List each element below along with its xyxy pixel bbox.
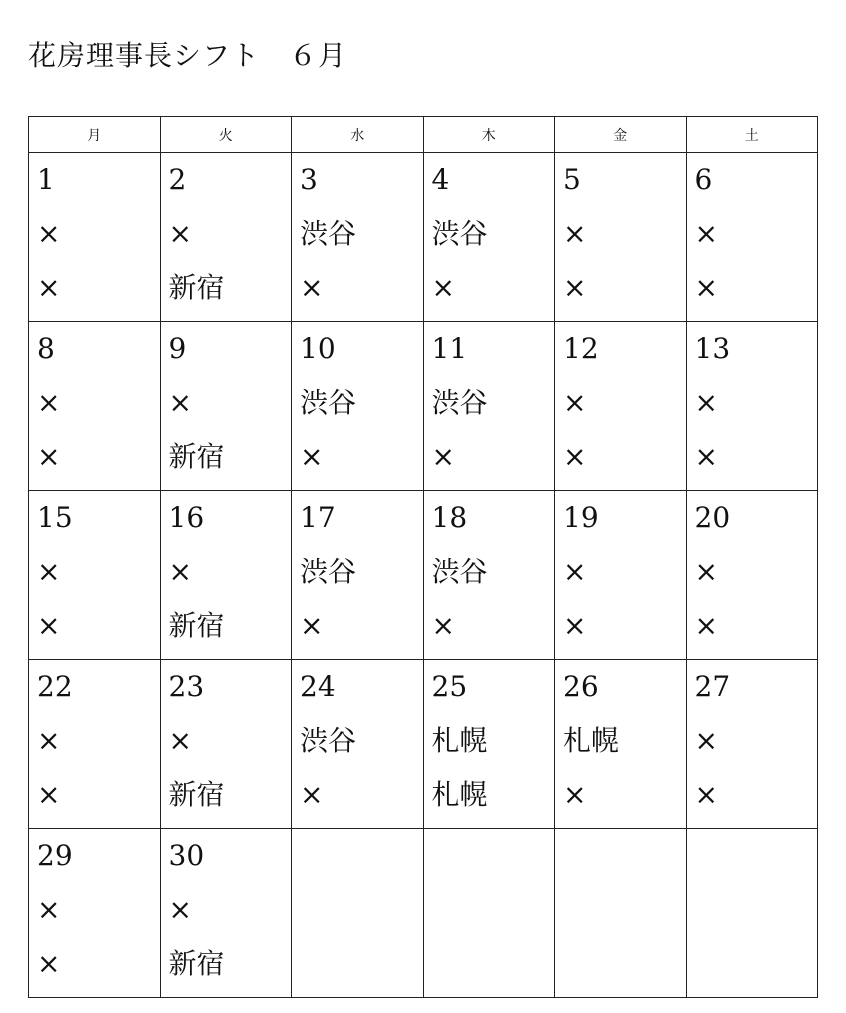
day-number: 6 — [694, 163, 713, 196]
shift-slot-2 — [300, 943, 423, 997]
day-cell — [423, 491, 555, 660]
weekday-header-thu: 木 — [423, 117, 555, 153]
shift-slot-2: 新宿 — [168, 778, 225, 811]
shift-slot-2: × — [431, 271, 455, 304]
day-number: 27 — [694, 670, 731, 703]
day-cell — [555, 491, 687, 660]
weekday-header-sat: 土 — [686, 117, 818, 153]
day-number: 9 — [168, 332, 187, 365]
shift-slot-2: × — [563, 271, 587, 304]
shift-slot-1: × — [694, 724, 718, 757]
weekday-header-fri: 金 — [555, 117, 687, 153]
weekday-header-mon: 月 — [29, 117, 161, 153]
day-cell — [29, 829, 161, 998]
shift-slot-1: × — [168, 386, 192, 419]
shift-slot-2: × — [37, 778, 61, 811]
shift-slot-2: × — [563, 609, 587, 642]
day-number — [695, 835, 818, 889]
day-number: 12 — [563, 332, 599, 365]
shift-slot-1: 渋谷 — [431, 217, 488, 250]
weekday-header-tue: 火 — [160, 117, 292, 153]
day-cell — [160, 829, 292, 998]
empty-day-cell — [292, 829, 424, 998]
day-cell — [423, 322, 555, 491]
day-number: 26 — [563, 670, 599, 703]
shift-slot-2: 新宿 — [168, 271, 225, 304]
weekday-header-wed: 水 — [292, 117, 424, 153]
day-cell — [29, 491, 161, 660]
shift-slot-1: × — [37, 724, 61, 757]
shift-slot-2 — [563, 943, 686, 997]
week-row — [29, 660, 818, 829]
shift-slot-1: × — [168, 217, 192, 250]
shift-slot-2: × — [300, 440, 324, 473]
shift-slot-2: × — [694, 440, 718, 473]
day-cell — [160, 660, 292, 829]
day-number: 13 — [694, 332, 731, 365]
day-number: 1 — [37, 163, 55, 196]
week-row — [29, 829, 818, 998]
week-row — [29, 491, 818, 660]
shift-slot-1: × — [168, 555, 192, 588]
day-cell — [686, 491, 818, 660]
page-title: 花房理事長シフト ６月 — [28, 39, 348, 72]
shift-slot-1: × — [37, 893, 61, 926]
shift-slot-1: × — [563, 386, 587, 419]
day-number: 10 — [300, 332, 336, 365]
day-cell — [160, 153, 292, 322]
shift-slot-1: × — [37, 386, 61, 419]
day-number — [432, 835, 555, 889]
shift-slot-1: 渋谷 — [431, 386, 488, 419]
shift-slot-2: × — [563, 440, 587, 473]
week-row — [29, 153, 818, 322]
shift-slot-1: × — [563, 555, 587, 588]
day-number: 23 — [168, 670, 205, 703]
day-cell — [160, 322, 292, 491]
shift-slot-1: 渋谷 — [300, 386, 357, 419]
day-number: 15 — [37, 501, 73, 534]
shift-slot-1 — [563, 889, 686, 943]
shift-slot-1 — [432, 889, 555, 943]
day-cell — [29, 660, 161, 829]
shift-slot-1: × — [694, 555, 718, 588]
empty-day-cell — [423, 829, 555, 998]
shift-slot-1: × — [37, 217, 61, 250]
shift-slot-1 — [300, 889, 423, 943]
shift-slot-1: 渋谷 — [300, 724, 357, 757]
day-cell — [686, 322, 818, 491]
shift-calendar — [28, 116, 818, 998]
shift-slot-2: × — [300, 778, 324, 811]
day-number: 3 — [300, 163, 318, 196]
shift-slot-2: × — [431, 609, 455, 642]
day-number: 19 — [563, 501, 599, 534]
day-number: 18 — [431, 501, 468, 534]
shift-slot-1: 渋谷 — [300, 555, 357, 588]
day-cell — [423, 153, 555, 322]
shift-slot-2: × — [694, 778, 718, 811]
day-number: 30 — [168, 839, 205, 872]
day-number: 2 — [168, 163, 187, 196]
shift-slot-2: × — [37, 947, 61, 980]
day-cell — [555, 153, 687, 322]
day-cell — [686, 153, 818, 322]
shift-slot-1: 札幌 — [563, 724, 620, 757]
shift-slot-1: 渋谷 — [431, 555, 488, 588]
shift-slot-2: × — [431, 440, 455, 473]
shift-slot-2: × — [300, 609, 324, 642]
shift-slot-2: × — [694, 609, 718, 642]
day-number: 25 — [431, 670, 468, 703]
shift-slot-1: × — [37, 555, 61, 588]
day-cell — [292, 491, 424, 660]
shift-slot-1: 札幌 — [431, 724, 488, 757]
day-cell — [292, 153, 424, 322]
day-number: 29 — [37, 839, 73, 872]
day-number: 8 — [37, 332, 55, 365]
empty-day-cell — [686, 829, 818, 998]
shift-slot-2: × — [694, 271, 718, 304]
shift-slot-2: 新宿 — [168, 947, 225, 980]
day-number: 11 — [431, 332, 468, 365]
shift-slot-1: 渋谷 — [300, 217, 357, 250]
shift-slot-2: 新宿 — [168, 440, 225, 473]
shift-slot-2: × — [37, 609, 61, 642]
day-cell — [555, 322, 687, 491]
shift-slot-1: × — [168, 724, 192, 757]
day-cell — [29, 322, 161, 491]
weekday-header-row — [29, 117, 818, 153]
day-cell — [292, 322, 424, 491]
day-cell — [555, 660, 687, 829]
day-number — [563, 835, 686, 889]
week-row — [29, 322, 818, 491]
shift-slot-2: × — [37, 440, 61, 473]
shift-slot-1: × — [694, 217, 718, 250]
shift-slot-2: × — [300, 271, 324, 304]
day-number: 5 — [563, 163, 581, 196]
day-cell — [423, 660, 555, 829]
shift-slot-1 — [695, 889, 818, 943]
day-cell — [160, 491, 292, 660]
shift-slot-2 — [695, 943, 818, 997]
day-cell — [686, 660, 818, 829]
day-number: 16 — [168, 501, 205, 534]
shift-slot-2: × — [37, 271, 61, 304]
day-number — [300, 835, 423, 889]
empty-day-cell — [555, 829, 687, 998]
day-number: 24 — [300, 670, 336, 703]
shift-slot-2: 新宿 — [168, 609, 225, 642]
shift-slot-2: × — [563, 778, 587, 811]
shift-slot-2: 札幌 — [431, 778, 488, 811]
day-number: 20 — [694, 501, 731, 534]
shift-slot-2 — [432, 943, 555, 997]
day-number: 17 — [300, 501, 336, 534]
shift-slot-1: × — [694, 386, 718, 419]
day-cell — [29, 153, 161, 322]
day-number: 22 — [37, 670, 73, 703]
shift-slot-1: × — [563, 217, 587, 250]
day-cell — [292, 660, 424, 829]
shift-slot-1: × — [168, 893, 192, 926]
day-number: 4 — [431, 163, 450, 196]
